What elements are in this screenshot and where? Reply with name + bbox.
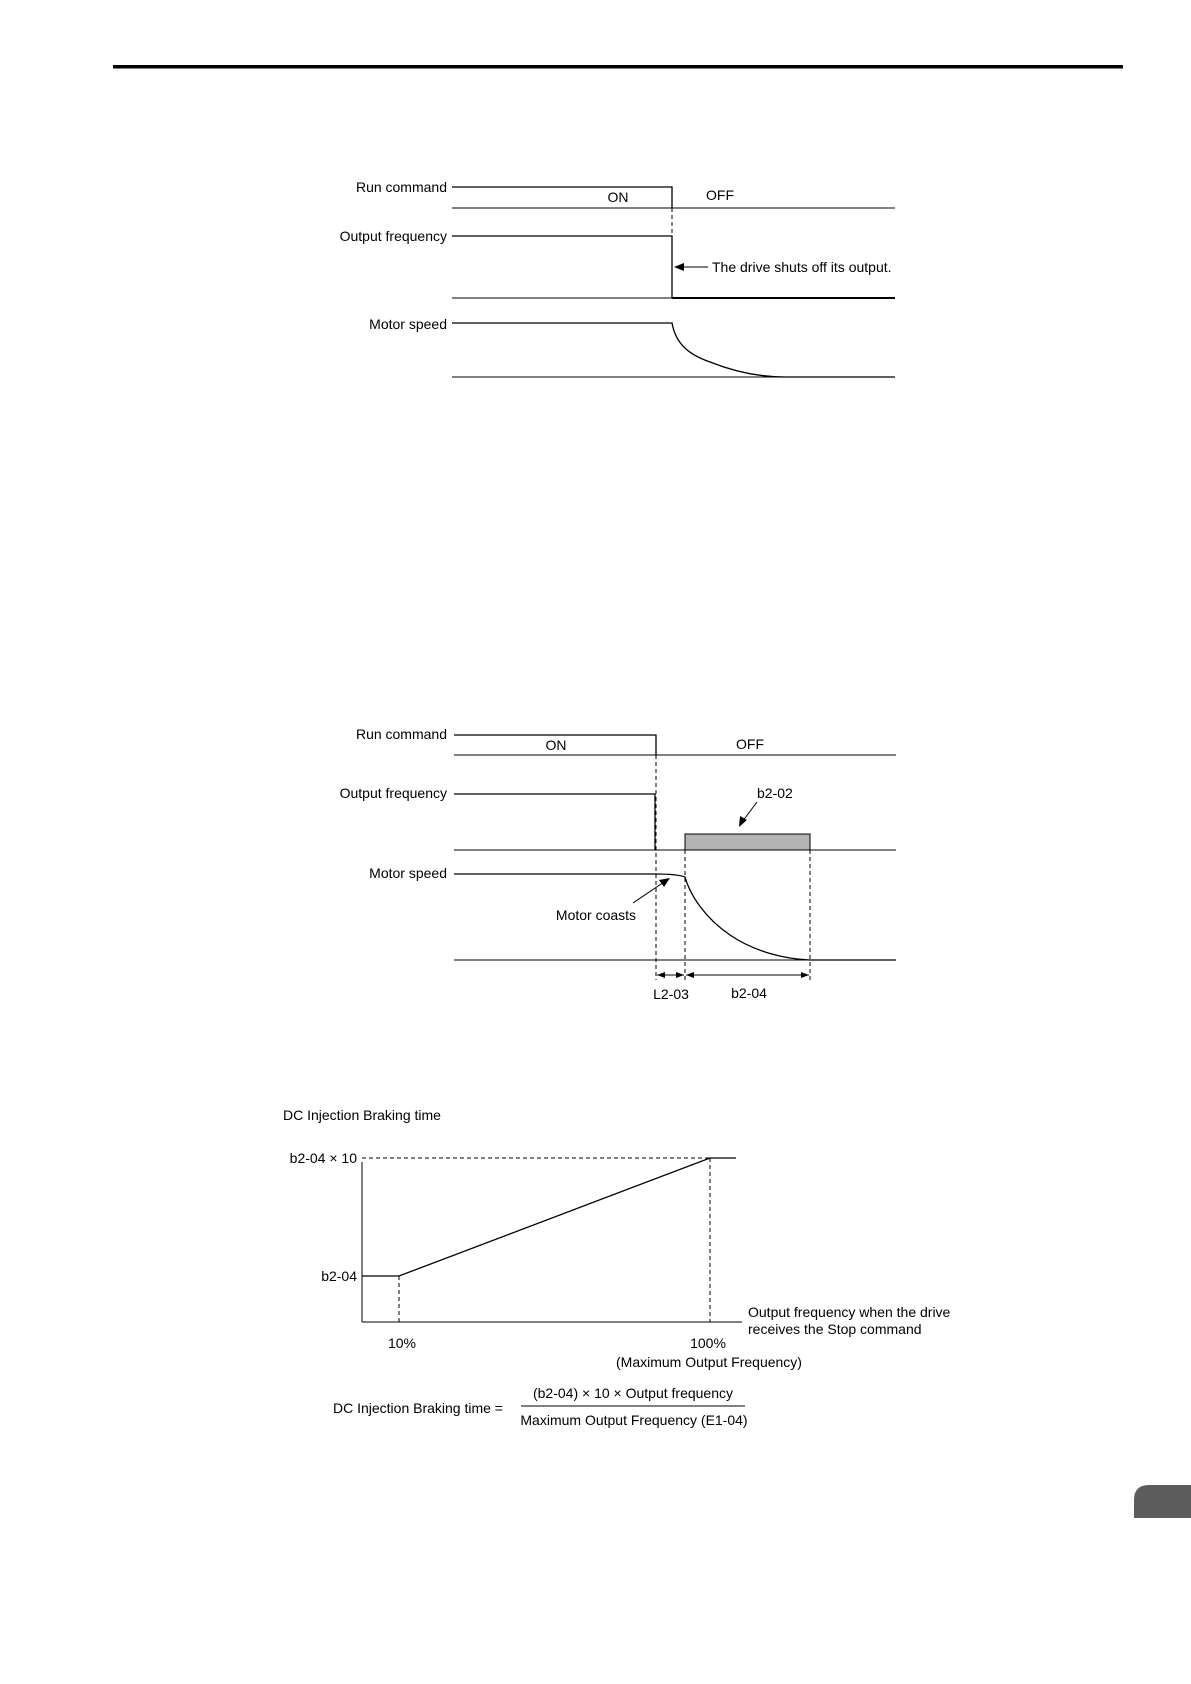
d1-run-command-label: Run command [355, 179, 447, 195]
d2-b2-04-arrow-left [686, 972, 694, 978]
d2-motor-coasts-arrowhead [659, 878, 670, 887]
d2-motor-coasts-pointer [633, 882, 664, 903]
d2-l2-03-arrow-left [657, 972, 665, 978]
timing-diagram-dc-injection-stop [340, 726, 896, 1002]
d3-braking-time-curve [362, 1158, 736, 1276]
d3-x-axis-label-line2: receives the Stop command [748, 1321, 922, 1337]
d2-off-label: OFF [736, 736, 764, 752]
d1-off-label: OFF [706, 187, 734, 203]
d2-b2-02-block [685, 834, 810, 850]
d2-l2-03-label: L2-03 [653, 986, 689, 1002]
d3-x-axis-label-line1: Output frequency when the drive [748, 1304, 951, 1320]
d1-on-label: ON [607, 189, 629, 205]
d1-shutoff-arrowhead [674, 263, 684, 271]
d2-output-frequency-signal [454, 794, 655, 850]
d2-motor-speed-label: Motor speed [369, 865, 447, 881]
d2-motor-speed-curve [454, 874, 896, 960]
d3-formula-lhs: DC Injection Braking time = [332, 1400, 503, 1416]
header-rule [113, 65, 1123, 69]
d3-x-100-label: 100% [690, 1335, 726, 1351]
d3-y-title: DC Injection Braking time [283, 1107, 441, 1123]
side-section-tab [1134, 1485, 1191, 1518]
d2-l2-03-arrow-right [676, 972, 684, 978]
d1-motor-speed-curve [452, 323, 895, 377]
d2-b2-04-label: b2-04 [731, 985, 767, 1001]
d2-b2-02-label: b2-02 [757, 785, 793, 801]
d3-x-100-note: (Maximum Output Frequency) [616, 1354, 802, 1370]
d3-x-10-label: 10% [387, 1335, 417, 1351]
d1-run-command-signal [452, 187, 672, 208]
d2-motor-coasts-label: Motor coasts [555, 907, 637, 923]
d1-motor-speed-label: Motor speed [369, 316, 447, 332]
d3-formula-numerator: (b2-04) × 10 × Output frequency [532, 1385, 734, 1401]
d2-on-label: ON [545, 737, 567, 753]
d2-run-command-label: Run command [355, 726, 447, 742]
d1-output-frequency-label: Output frequency [339, 228, 447, 244]
timing-diagram-coast-to-stop [340, 179, 895, 377]
d1-shutoff-note: The drive shuts off its output. [712, 259, 892, 275]
d2-output-frequency-label: Output frequency [339, 785, 447, 801]
d3-y-low-label: b2-04 [321, 1268, 357, 1284]
d3-y-top-label: b2-04 × 10 [289, 1150, 357, 1166]
d2-b2-04-arrow-right [801, 972, 809, 978]
dc-injection-braking-time-graph [283, 1107, 951, 1428]
d3-formula-denominator: Maximum Output Frequency (E1-04) [520, 1412, 748, 1428]
